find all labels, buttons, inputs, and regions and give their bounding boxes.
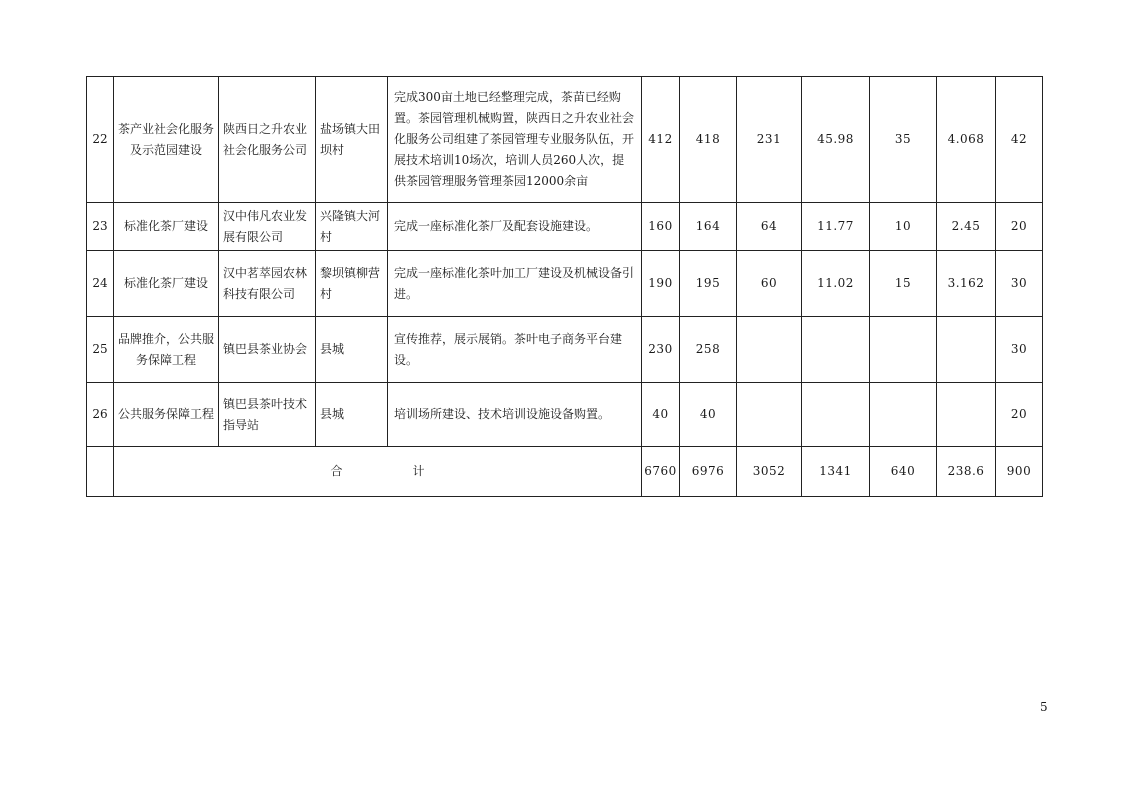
value-cell: 20 [996,383,1043,447]
implementing-unit: 陕西日之升农业社会化服务公司 [219,77,316,203]
value-cell [870,317,937,383]
total-value-cell: 640 [870,447,937,497]
row-number: 22 [87,77,114,203]
table-row [87,317,1043,383]
location: 兴隆镇大河村 [316,203,388,251]
total-value-cell: 6760 [642,447,680,497]
value-cell: 40 [680,383,737,447]
value-cell: 3.162 [937,251,996,317]
value-cell: 42 [996,77,1043,203]
value-cell: 11.77 [802,203,870,251]
project-name: 品牌推介，公共服务保障工程 [114,317,219,383]
value-cell: 2.45 [937,203,996,251]
project-name: 标准化茶厂建设 [114,251,219,317]
value-cell: 230 [642,317,680,383]
implementing-unit: 镇巴县茶叶技术指导站 [219,383,316,447]
value-cell: 412 [642,77,680,203]
project-name: 茶产业社会化服务及示范园建设 [114,77,219,203]
value-cell: 30 [996,317,1043,383]
location: 县城 [316,317,388,383]
value-cell: 231 [737,77,802,203]
value-cell [802,383,870,447]
value-cell [937,383,996,447]
value-cell: 35 [870,77,937,203]
value-cell [870,383,937,447]
total-value-cell: 238.6 [937,447,996,497]
total-row [87,447,1043,497]
total-value-cell: 3052 [737,447,802,497]
page-number: 5 [1040,700,1048,714]
table-row [87,251,1043,317]
value-cell: 11.02 [802,251,870,317]
row-number: 26 [87,383,114,447]
value-cell: 15 [870,251,937,317]
value-cell: 30 [996,251,1043,317]
construction-content: 完成一座标准化茶厂及配套设施建设。 [388,203,642,251]
construction-content: 宣传推荐，展示展销。茶叶电子商务平台建设。 [388,317,642,383]
project-table [86,76,1043,497]
value-cell: 20 [996,203,1043,251]
project-name: 公共服务保障工程 [114,383,219,447]
construction-content: 完成一座标准化茶叶加工厂建设及机械设备引进。 [388,251,642,317]
table-row [87,77,1043,203]
total-label [114,447,642,497]
location: 黎坝镇柳营村 [316,251,388,317]
implementing-unit: 镇巴县茶业协会 [219,317,316,383]
value-cell: 40 [642,383,680,447]
row-number: 23 [87,203,114,251]
construction-content: 培训场所建设、技术培训设施设备购置。 [388,383,642,447]
value-cell: 4.068 [937,77,996,203]
value-cell: 64 [737,203,802,251]
value-cell: 60 [737,251,802,317]
table-row [87,383,1043,447]
total-blank-cell [87,447,114,497]
total-value-cell: 900 [996,447,1043,497]
value-cell: 418 [680,77,737,203]
value-cell: 258 [680,317,737,383]
value-cell: 10 [870,203,937,251]
location: 盐场镇大田坝村 [316,77,388,203]
value-cell: 195 [680,251,737,317]
total-value-cell: 1341 [802,447,870,497]
value-cell [802,317,870,383]
value-cell: 45.98 [802,77,870,203]
value-cell: 164 [680,203,737,251]
value-cell: 190 [642,251,680,317]
implementing-unit: 汉中茗萃园农林科技有限公司 [219,251,316,317]
value-cell: 160 [642,203,680,251]
total-value-cell: 6976 [680,447,737,497]
value-cell [937,317,996,383]
row-number: 25 [87,317,114,383]
table-row [87,203,1043,251]
construction-content: 完成300亩土地已经整理完成，茶苗已经购置。茶园管理机械购置，陕西日之升农业社会化服务公司组建了茶园管理专业服务队伍，开展技术培训10场次，培训人员260人次，提供茶园管理服务管理茶园12000余亩 [388,77,642,203]
value-cell [737,317,802,383]
total-label-right: 计 [412,464,425,478]
value-cell [737,383,802,447]
total-label-left: 合 [330,464,343,478]
row-number: 24 [87,251,114,317]
implementing-unit: 汉中伟凡农业发展有限公司 [219,203,316,251]
location: 县城 [316,383,388,447]
project-name: 标准化茶厂建设 [114,203,219,251]
